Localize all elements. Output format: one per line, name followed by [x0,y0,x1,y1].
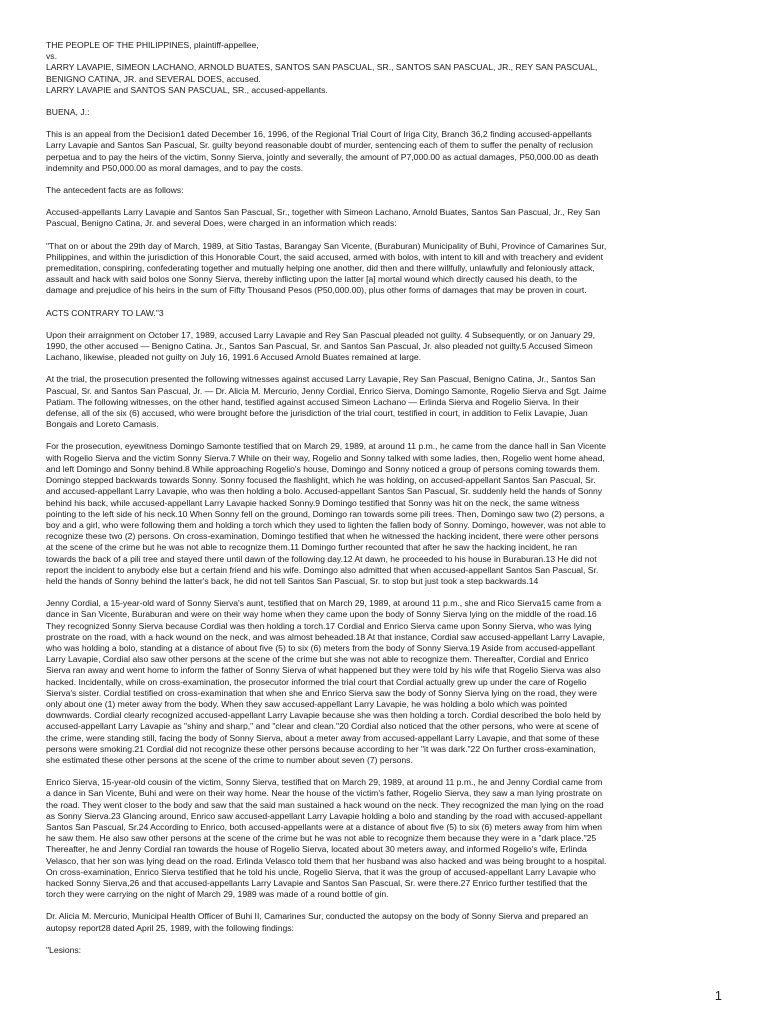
text-line: Jenny Cordial, a 15-year-old ward of Sonny Sierva's aunt, testified that on March 29, 1989, at around 11 p.m., she and Rico Sierva15 came from a [46,598,602,609]
text-line: damage and prejudice of his heirs in the sum of Fifty Thousand Pesos (P50,000.00), plus other forms of damages that may be proven in court. [46,285,587,296]
text-line: torch they were carrying on the night of March 29, 1989 was made of a round bottle of gin. [46,889,389,900]
text-line: "That on or about the 29th day of March, 1989, at Sitio Tastas, Barangay San Vicente, (Buraburan) Municipality of Buhi, Province of Camarines Sur, [46,240,607,251]
paragraph [46,241,722,297]
paragraph [46,374,722,430]
page-number: 1 [714,988,722,1003]
text-line: who was holding a bolo, standing at a distance of about five (5) to six (6) meters from the body of Sonny Sierva.19 Aside from accused-appellant [46,642,595,653]
text-line: as Sonny Sierva.23 Glancing around, Enrico saw accused-appellant Larry Lavapie holding a bolo and standing by the road with accused-appellant [46,810,603,821]
text-line: Thereafter, he and Jenny Cordial ran towards the house of Rogelio Sierva, located about 30 meters away, and informed Rogelio's wife, Erlinda [46,844,587,855]
text-line: the crime, were standing still, facing the body of Sonny Sierva, about a meter away from accused-appellant Larry Lavapie, and that some of these [46,732,600,743]
text-line: he saw them. He also saw other persons at the scene of the crime but he was not able to recognize them because they were in a "dark place."25 [46,833,597,844]
text-line: Larry Lavapie and Santos San Pascual, Sr. guilty beyond reasonable doubt of murder, sentencing each of them to suffer the penalty of reclusion [46,140,593,151]
paragraph [46,777,722,900]
text-line: pointing to the left side of his neck.10 When Sonny fell on the ground, Domingo ran towards some pili trees. Then, Domingo saw two (2) persons, a [46,508,605,519]
text-line: Patiam. The following witnesses, on the other hand, testified against accused Simeon Lachano — Erlinda Sierva and Rogelio Sierva. In their [46,396,579,407]
text-line: Enrico Sierva, 15-year-old cousin of the victim, Sonny Sierva, testified that on March 29, 1989, at around 11 p.m., he and Jenny Cordial came from [46,777,603,788]
text-line: Santos San Pascual, Sr.24 According to Enrico, both accused-appellants were at a distance of about five (5) to six (6) meters away from him when [46,821,603,832]
text-line: defense, all of the six (6) accused, who were brought before the jurisdiction of the trial court, testified in court, in addition to Felix Lavapie, Juan [46,408,588,419]
document-body [46,129,722,956]
text-line: ACTS CONTRARY TO LAW."3 [46,307,164,318]
text-line: For the prosecution, eyewitness Domingo Samonte testified that on March 29, 1989, at around 11 p.m., he came from the dance hall in San Vicente [46,441,607,452]
paragraph [46,945,722,956]
text-line: Pascual, Benigno Catina, Jr. and several Does, were charged in an information which reads: [46,218,397,229]
caption-line: LARRY LAVAPIE and SANTOS SAN PASCUAL, SR., accused-appellants. [46,84,328,95]
text-line: and left Domingo and Sonny behind.8 While approaching Rogelio's house, Domingo and Sonny noticed a group of persons coming towards them. [46,463,600,474]
text-line: They recognized Sonny Sierva because Cordial was then holding a torch.17 Cordial and Enrico Sierva came upon Sonny Sierva, who was lying [46,620,592,631]
text-line: recognize these two (2) persons. On cross-examination, Domingo testified that when he witnessed the hacking incident, there were other persons [46,531,599,542]
text-line: Lachano, likewise, pleaded not guilty on July 16, 1991.6 Accused Arnold Buates remained at large. [46,352,422,363]
text-line: she estimated these other persons at the scene of the crime to number about seven (7) persons. [46,754,413,765]
paragraph [46,207,722,229]
paragraph [46,441,722,587]
caption-line: THE PEOPLE OF THE PHILIPPINES, plaintiff-appellee, [46,40,259,50]
text-line: Bongais and Loreto Camasis. [46,419,159,430]
paragraph [46,911,722,933]
text-line: Velasco, that her son was lying dead on the road. Erlinda Velasco told them that her husband was also hacked and was being brought to a hospital. [46,855,607,866]
text-line: hacked Sonny Sierva,26 and that accused-appellants Larry Lavapie and Santos San Pascual, Sr. were there.27 Enrico further testified that the [46,878,588,888]
text-line: and accused-appellant Larry Lavapie, who was then holding a bolo. Accused-appellant Santos San Pascual, Sr. suddenly held the hands of Sonny [46,486,603,497]
caption-line: vs. [46,51,57,62]
text-line: held the hands of Sonny behind the latter's back, he did not tell Santos San Pascual, Sr. to stop but just took a step backwards.14 [46,575,539,586]
text-line: Sierva ran away and went home to inform the father of Sonny Sierva of what happened but they were told by his wife that Rogelio Sierva was also [46,665,601,676]
text-line: The antecedent facts are as follows: [46,185,184,196]
text-line: hacked. Incidentally, while on cross-examination, the prosecutor informed the trial court that Cordial actually grew up under the care of Rogelio [46,676,587,687]
paragraph [46,308,722,319]
caption-line: BENIGNO CATINA, JR. and SEVERAL DOES, accused. [46,73,261,84]
text-line: Sierva's sister. Cordial testified on cross-examination that when she and Enrico Sierva saw the body of Sonny Sierva lying on the road, they were [46,687,597,698]
text-line: boy and a girl, who were following them and holding a torch which they used to lighten the fallen body of Sonny. Domingo, however, was not able to [46,519,606,530]
text-line: Upon their arraignment on October 17, 1989, accused Larry Lavapie and Rey San Pascual pleaded not guilty. 4 Subsequently, or on January 29, [46,329,596,340]
text-line: accused-appellant Larry Lavapie as "shiny and sharp," and "clear and clean."20 Cordial also noticed that the other persons, who were at scene of [46,721,599,732]
text-line: perpetua and to pay the heirs of the victim, Sonny Sierva, jointly and severally, the amount of P7,000.00 as actual damages, P50,000.00 as death [46,151,599,162]
paragraph [46,598,722,766]
document-page [46,40,722,967]
ponente [46,107,722,118]
text-line: downwards. Cordial clearly recognized accused-appellant Larry Lavapie because she was then holding a torch. Cordial described the bolo held by [46,710,602,721]
text-line: assault and hack with said bolos one Sonny Sierva, thereby inflicting upon the latter [a] mortal wound which directly caused his death, to the [46,274,578,285]
text-line: persons were smoking.21 Cordial did not recognize these other persons because according to her "it was dark."22 On further cross-examination, [46,743,596,754]
text-line: This is an appeal from the Decision1 dated December 16, 1996, of the Regional Trial Court of Iriga City, Branch 36,2 finding accused-appellants [46,129,592,140]
text-line: Accused-appellants Larry Lavapie and Santos San Pascual, Sr., together with Simeon Lachano, Arnold Buates, Santos San Pascual, Jr., Rey San [46,207,601,218]
text-line: Philippines, and within the jurisdiction of this Honorable Court, the said accused, armed with bolos, with intent to kill and with treachery and evident [46,251,603,262]
text-line: dance in San Vicente, Buraburan and were on their way home when they came upon the body of Sonny Sierva lying on the middle of the road.16 [46,609,597,620]
text-line: prostrate on the road, with a hack wound on the neck, and was almost beheaded.18 At that instance, Cordial saw accused-appellant Larry Lavapie, [46,631,605,642]
text-line: Pascual, Sr. and Santos San Pascual, Jr. — Dr. Alicia M. Mercurio, Jenny Cordial, Enrico Sierva, Domingo Samonte, Rogelio Sierva and Sgt. Jaime [46,385,607,396]
text-line: at the scene of the crime but he was not able to recognize them.11 Domingo further recounted that after he saw the hacking incident, he ran [46,542,578,553]
ponente-line: BUENA, J.: [46,107,90,118]
text-line: Larry Lavapie, Cordial also saw other persons at the scene of the crime but she was not able to recognize them. Thereafter, Cordial and Enrico [46,654,589,665]
paragraph [46,129,722,174]
text-line: with Rogelio Sierva and the victim Sonny Sierva.7 While on their way, Rogelio and Sonny talked with some ladies, then, Rogelio went home ahead, [46,452,605,463]
text-line: On cross-examination, Enrico Sierva testified that he told his uncle, Rogelio Sierva, that it was the group of accused-appellant Larry Lavapie who [46,866,596,877]
text-line: a dance in San Vicente, Buhi and were on their way home. Near the house of the victim's father, Rogelio Sierva, they saw a man lying prostrate on [46,788,603,799]
text-line: At the trial, the prosecution presented the following witnesses against accused Larry Lavapie, Rey San Pascual, Benigno Catina, Jr., Santos San [46,374,596,385]
paragraph [46,185,722,196]
text-line: "Lesions: [46,944,82,955]
paragraph [46,330,722,364]
text-line: the road. They went closer to the body and saw that the said man sustained a hack wound on the neck. They recognized the man lying on the road [46,799,604,810]
caption-line: LARRY LAVAPIE, SIMEON LACHANO, ARNOLD BUATES, SANTOS SAN PASCUAL, SR., SANTOS SAN PASCUAL, JR., REY SAN PASCUAL, [46,62,598,73]
case-caption [46,40,722,96]
text-line: towards the back of a pili tree and stayed there until dawn of the following day.12 At dawn, he proceeded to his house in Buraburan.13 He did not [46,553,597,564]
text-line: premeditation, conspiring, confederating together and mutually helping one another, did then and there willfully, unlawfully and feloniously attack, [46,263,595,274]
text-line: autopsy report28 dated April 25, 1989, with the following findings: [46,922,294,933]
text-line: 1990, the other accused — Benigno Catina. Jr., Santos San Pascual, Sr. and Santos San Pascual, Jr. also pleaded not guilty.5 Accused Simeon [46,341,593,352]
text-line: report the incident to anybody else but a certain friend and his wife. Domingo also admitted that when accused-appellant Santos San Pascual, Sr. [46,564,599,575]
text-line: indemnity and P50,000.00 as moral damages, and to pay the costs. [46,162,304,173]
text-line: behind his back, while accused-appellant Larry Lavapie hacked Sonny.9 Domingo testified that Sonny was hit on the neck, the same witness [46,497,580,508]
text-line: Domingo stepped backwards towards Sonny. Sonny focused the flashlight, which he was holding, on accused-appellant Santos San Pascual, Sr. [46,475,596,486]
text-line: only about one (1) meter away from the body. When they saw accused-appellant Larry Lavapie, he was holding a bolo which was pointed [46,698,568,709]
text-line: Dr. Alicia M. Mercurio, Municipal Health Officer of Buhi II, Camarines Sur, conducted the autopsy on the body of Sonny Sierva and prepared an [46,911,589,922]
